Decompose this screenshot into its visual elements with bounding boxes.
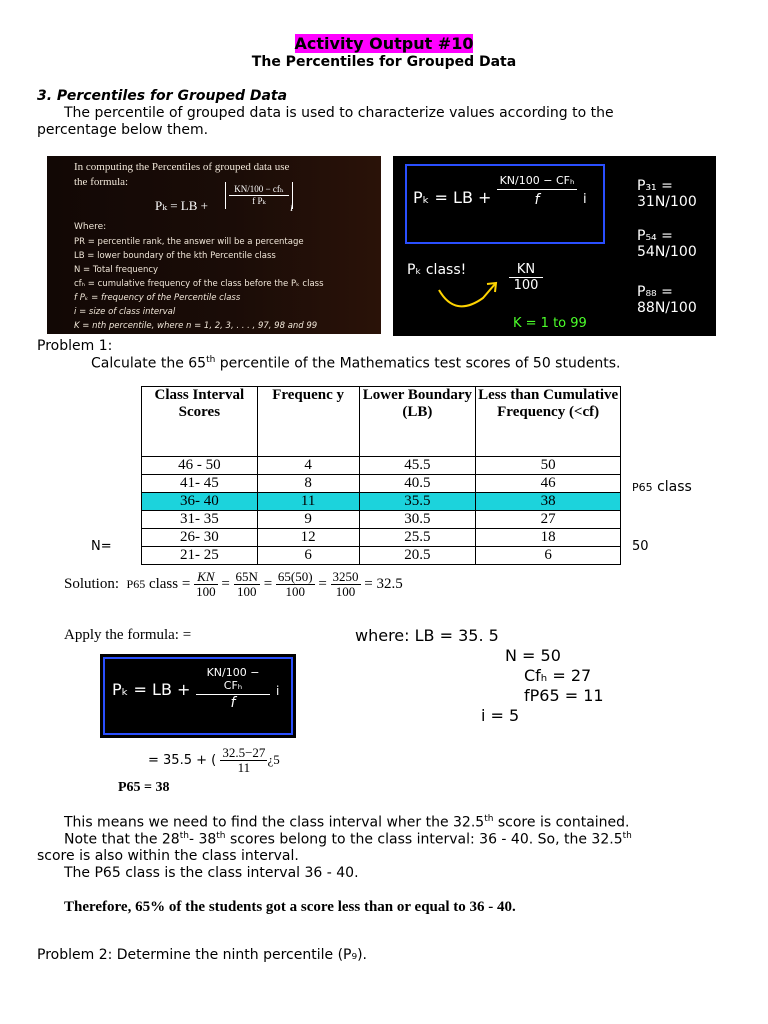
table-header-row bbox=[142, 387, 621, 457]
cell: 38 bbox=[476, 493, 621, 511]
right-formula-lhs: Pₖ = LB + bbox=[413, 188, 492, 207]
left-formula-fraction bbox=[225, 182, 293, 209]
sup: th bbox=[622, 831, 632, 841]
where-lb: where: LB = 35. 5 bbox=[355, 626, 499, 645]
sup: th bbox=[484, 814, 494, 824]
statement-sup: th bbox=[206, 355, 216, 365]
p88-formula: P₈₈ = 88N/100 bbox=[637, 284, 697, 316]
section-heading: 3. Percentiles for Grouped Data bbox=[37, 88, 288, 104]
cell: 30.5 bbox=[359, 511, 476, 529]
text: Note that the 28 bbox=[64, 831, 180, 848]
cell: 26- 30 bbox=[142, 529, 258, 547]
cell: 50 bbox=[476, 457, 621, 475]
activity-title: Activity Output #10 bbox=[294, 34, 474, 53]
cell: 4 bbox=[257, 457, 359, 475]
chalkboard-formula-image bbox=[393, 156, 716, 336]
page-subtitle: The Percentiles for Grouped Data bbox=[251, 54, 517, 70]
header-cumulative-frequency: Less than Cumulative Frequency (<cf) bbox=[476, 387, 621, 457]
numerator: KN bbox=[194, 570, 218, 585]
cell: 31- 35 bbox=[142, 511, 258, 529]
n-value: 50 bbox=[632, 539, 649, 554]
cell: 46 - 50 bbox=[142, 457, 258, 475]
statement-pre: Calculate the 65 bbox=[91, 355, 207, 372]
table-row bbox=[142, 529, 621, 547]
definition-item: f Pₖ = frequency of the Percentile class bbox=[74, 293, 241, 303]
fraction-3250 bbox=[331, 570, 361, 599]
definition-list bbox=[74, 235, 324, 333]
denominator: 11 bbox=[237, 760, 251, 775]
definition-item: N = Total frequency bbox=[74, 265, 159, 275]
cell: 12 bbox=[257, 529, 359, 547]
explanation-line-1 bbox=[64, 814, 630, 831]
cell: 18 bbox=[476, 529, 621, 547]
table-row bbox=[142, 457, 621, 475]
activity-title-wrap bbox=[0, 34, 768, 53]
apply-formula-label: Apply the formula: = bbox=[64, 627, 192, 643]
definition-item: i = size of class interval bbox=[74, 307, 176, 317]
table-row-percentile-class bbox=[142, 493, 621, 511]
n-label: N= bbox=[91, 539, 112, 554]
definition-item: K = nth percentile, where n = 1, 2, 3, . . . , 97, 98 and 99 bbox=[74, 321, 318, 331]
solution-line: Solution: P65 class = $\frac{KN}{100}$ = $\frac{65N}{100}$ = $\frac{65(50)}{100}$ = $\frac{3250}{100}$ = 32.5 bbox=[64, 569, 403, 599]
cell: 45.5 bbox=[359, 457, 476, 475]
definition-line-2: the formula: bbox=[74, 176, 129, 188]
explanation-line-4: The P65 class is the class interval 36 - 40. bbox=[64, 865, 359, 881]
table-row bbox=[142, 475, 621, 493]
cell: 8 bbox=[257, 475, 359, 493]
where-label: Where: bbox=[74, 222, 107, 232]
p31-formula: P₃₁ = 31N/100 bbox=[637, 178, 697, 210]
cell: 46 bbox=[476, 475, 621, 493]
right-fraction-numerator: KN/100 − CFₕ bbox=[497, 174, 577, 190]
conclusion: Therefore, 65% of the students got a score less than or equal to 36 - 40. bbox=[64, 899, 516, 915]
left-fraction-numerator: KN/100 − cfₕ bbox=[229, 184, 289, 196]
denominator: 100 bbox=[196, 584, 216, 599]
fraction-kn bbox=[194, 570, 218, 599]
cell: 40.5 bbox=[359, 475, 476, 493]
p65-class-side-label bbox=[632, 479, 692, 495]
where-i: i = 5 bbox=[481, 706, 520, 725]
problem-1-label: Problem 1: bbox=[37, 338, 113, 354]
header-lower-boundary: Lower Boundary (LB) bbox=[359, 387, 476, 457]
left-fraction-denominator: f Pₖ bbox=[252, 196, 266, 206]
cell: 36- 40 bbox=[142, 493, 258, 511]
answer-p65: P65 = 38 bbox=[118, 780, 170, 795]
cell: 6 bbox=[476, 547, 621, 565]
right-formula-i: i bbox=[583, 192, 587, 207]
solution-label: Solution: bbox=[64, 575, 120, 592]
definition-line-1: In computing the Percentiles of grouped data use bbox=[74, 161, 290, 173]
problem-1-statement bbox=[91, 355, 620, 372]
definition-item: LB = lower boundary of the kth Percentile class bbox=[74, 251, 276, 261]
header-frequency: Frequenc y bbox=[257, 387, 359, 457]
text: - 38 bbox=[188, 831, 217, 848]
formula-definition-image bbox=[47, 156, 381, 334]
explanation-line-2 bbox=[64, 831, 632, 848]
where-cf: Cfₕ = 27 bbox=[524, 666, 592, 685]
cell: 9 bbox=[257, 511, 359, 529]
definition-item: PR = percentile rank, the answer will be a percentage bbox=[74, 237, 304, 247]
sup: th bbox=[179, 831, 189, 841]
numerator: 65(50) bbox=[277, 569, 313, 584]
kn-denominator: 100 bbox=[513, 278, 539, 293]
p65-sub: P65 bbox=[632, 481, 653, 494]
where-f: fP65 = 11 bbox=[524, 686, 604, 705]
explanation-line-3: score is also within the class interval. bbox=[37, 848, 299, 864]
small-fraction-denominator: f bbox=[230, 695, 236, 711]
text: scores belong to the class interval: 36 - 40. So, the 32.5 bbox=[225, 831, 623, 848]
statement-post: percentile of the Mathematics test scores of 50 students. bbox=[215, 355, 621, 372]
cell: 25.5 bbox=[359, 529, 476, 547]
intro-line-2: percentage below them. bbox=[37, 122, 209, 138]
cell: 27 bbox=[476, 511, 621, 529]
cell: 35.5 bbox=[359, 493, 476, 511]
pk-class-label: Pₖ class! bbox=[407, 262, 467, 278]
intro-line-1: The percentile of grouped data is used to characterize values according to the bbox=[64, 105, 614, 121]
small-formula-i: i bbox=[276, 684, 280, 698]
class-word: class bbox=[657, 479, 692, 495]
header-class-interval: Class Interval Scores bbox=[142, 387, 258, 457]
k-range: K = 1 to 99 bbox=[513, 316, 587, 331]
formula-image bbox=[100, 654, 296, 738]
cell: 11 bbox=[257, 493, 359, 511]
left-formula-i: i bbox=[290, 200, 294, 214]
kn-numerator: KN bbox=[509, 262, 543, 278]
small-formula-lhs: Pₖ = LB + bbox=[112, 680, 191, 699]
where-n: N = 50 bbox=[505, 646, 561, 665]
class-equals: class = bbox=[148, 575, 191, 592]
denominator: 100 bbox=[285, 584, 305, 599]
text: score is contained. bbox=[493, 814, 630, 831]
frequency-table bbox=[141, 386, 621, 565]
calc-prefix: = 35.5 + ( bbox=[148, 753, 217, 768]
fraction-65n bbox=[234, 570, 260, 599]
cell: 6 bbox=[257, 547, 359, 565]
cell: 41- 45 bbox=[142, 475, 258, 493]
definition-item: cfₕ = cumulative frequency of the class before the Pₖ class bbox=[74, 279, 324, 289]
small-fraction-numerator: KN/100 − CFₕ bbox=[196, 666, 270, 695]
result: = 32.5 bbox=[364, 575, 403, 592]
table-row bbox=[142, 511, 621, 529]
text: This means we need to find the class interval wher the 32.5 bbox=[64, 814, 485, 831]
kn-fraction bbox=[509, 262, 543, 293]
cell: 20.5 bbox=[359, 547, 476, 565]
numerator: 3250 bbox=[332, 569, 359, 584]
arrow-icon bbox=[435, 276, 505, 316]
p65-symbol: P65 bbox=[126, 576, 146, 591]
calc-fraction bbox=[220, 746, 267, 775]
denominator: 100 bbox=[335, 584, 356, 599]
left-formula-lhs: Pₖ = LB + bbox=[155, 198, 208, 213]
fraction-65-50 bbox=[276, 570, 315, 599]
small-formula-fraction bbox=[196, 666, 270, 711]
calc-suffix: ¿5 bbox=[267, 752, 280, 767]
right-formula-fraction bbox=[497, 174, 577, 208]
denominator: 100 bbox=[236, 584, 257, 599]
p54-formula: P₅₄ = 54N/100 bbox=[637, 228, 697, 260]
table-row bbox=[142, 547, 621, 565]
sup: th bbox=[216, 831, 226, 841]
right-fraction-denominator: f bbox=[534, 192, 540, 208]
problem-2-statement: Problem 2: Determine the ninth percentile (P₉). bbox=[37, 947, 367, 963]
calculation-line bbox=[148, 746, 280, 775]
cell: 21- 25 bbox=[142, 547, 258, 565]
numerator: 65N bbox=[235, 569, 258, 584]
numerator: 32.5−27 bbox=[222, 745, 266, 760]
